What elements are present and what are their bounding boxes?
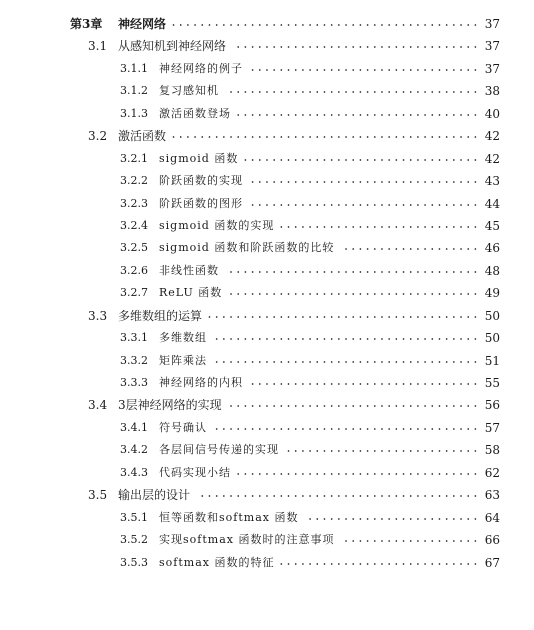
toc-entry-number: 3.3 [88, 308, 108, 323]
toc-entry-number: 3.2 [88, 129, 108, 144]
toc-entry-number: 3.4.1 [120, 420, 148, 434]
toc-entry-sub[interactable] [0, 327, 534, 349]
toc-entry-page: 46 [484, 241, 500, 256]
toc-entry-number: 3.2.3 [120, 196, 148, 210]
dot-leader [228, 405, 479, 407]
toc-entry-title: 输出层的设计 [118, 488, 191, 503]
toc-entry-number: 3.5.2 [120, 533, 148, 547]
toc-entry-title: 神经网络 [118, 17, 167, 31]
toc-entry-number: 3.4.3 [120, 465, 148, 479]
toc-entry-title: sigmoid 函数的实现 [159, 218, 275, 232]
toc-entry-number: 3.2.2 [120, 174, 148, 188]
toc-entry-page: 63 [484, 488, 500, 503]
toc-entry-page: 49 [484, 286, 500, 301]
toc-entry-section[interactable] [0, 394, 534, 416]
toc-entry-number: 3.5.3 [120, 555, 148, 569]
dot-leader [237, 114, 479, 116]
toc-entry-number: 3.2.6 [120, 263, 148, 277]
toc-entry-number: 3.2.5 [120, 241, 148, 255]
toc-entry-number: 3.4.2 [120, 443, 148, 457]
toc-entry-sub[interactable] [0, 350, 534, 372]
toc-entry-page: 37 [484, 61, 500, 76]
toc-entry-page: 42 [484, 151, 500, 166]
toc-entry-page: 56 [484, 398, 500, 413]
dot-leader [249, 383, 479, 385]
toc-entry-sub[interactable] [0, 282, 534, 304]
dot-leader [280, 226, 479, 228]
toc-entry-sub[interactable] [0, 58, 534, 80]
toc-entry-sub[interactable] [0, 552, 534, 574]
toc-entry-page: 45 [484, 218, 500, 233]
dot-leader [244, 159, 479, 161]
toc-entry-section[interactable] [0, 305, 534, 327]
toc-entry-number: 3.2.1 [120, 151, 148, 165]
dot-leader [213, 338, 479, 340]
toc-entry-sub[interactable] [0, 507, 534, 529]
toc-entry-sub[interactable] [0, 80, 534, 102]
toc-entry-number: 3.1.1 [120, 61, 148, 75]
toc-entry-section[interactable] [0, 484, 534, 506]
toc-entry-sub[interactable] [0, 170, 534, 192]
toc-entry-page: 64 [484, 510, 500, 525]
dot-leader [340, 248, 479, 250]
dot-leader [225, 91, 479, 93]
toc-entry-title: 激活函数 [118, 129, 167, 144]
toc-entry-title: 多维数组 [159, 331, 207, 345]
toc-entry-sub[interactable] [0, 462, 534, 484]
toc-entry-page: 62 [484, 465, 500, 480]
toc-entry-title: ReLU 函数 [159, 286, 223, 300]
toc-entry-number: 3.5 [88, 488, 108, 503]
dot-leader [249, 181, 479, 183]
toc-entry-title: 符号确认 [159, 420, 207, 434]
toc-entry-title: sigmoid 函数 [159, 151, 239, 165]
dot-leader [213, 361, 479, 363]
toc-entry-sub[interactable] [0, 260, 534, 282]
dot-leader [196, 495, 479, 497]
toc-entry-title: 阶跃函数的实现 [159, 174, 243, 188]
toc-entry-page: 37 [484, 17, 500, 31]
toc-entry-number: 3.4 [88, 398, 108, 413]
toc-entry-page: 37 [484, 39, 500, 54]
toc-entry-number: 3.3.2 [120, 353, 148, 367]
toc-entry-sub[interactable] [0, 529, 534, 551]
toc-entry-page: 58 [484, 443, 500, 458]
toc-entry-chapter[interactable] [0, 13, 534, 35]
toc-entry-sub[interactable] [0, 148, 534, 170]
dot-leader [228, 293, 479, 295]
toc-entry-page: 66 [484, 533, 500, 548]
toc-entry-title: 3层神经网络的实现 [118, 398, 222, 413]
toc-entry-page: 55 [484, 376, 500, 390]
toc-entry-number: 3.1.2 [120, 84, 148, 98]
toc-entry-number: 3.3.3 [120, 376, 148, 389]
toc-entry-title: 非线性函数 [159, 263, 219, 277]
table-of-contents [0, 13, 534, 574]
toc-entry-title: 多维数组的运算 [118, 308, 203, 323]
toc-entry-title: 神经网络的例子 [159, 61, 243, 75]
toc-entry-number: 3.1.3 [120, 106, 148, 120]
toc-entry-title: 神经网络的内积 [159, 376, 243, 389]
toc-entry-sub[interactable] [0, 372, 534, 394]
toc-entry-sub[interactable] [0, 103, 534, 125]
dot-leader [232, 46, 479, 48]
dot-leader [172, 136, 479, 138]
dot-leader [249, 204, 479, 206]
dot-leader [225, 271, 479, 273]
toc-entry-page: 51 [484, 353, 500, 368]
toc-entry-page: 50 [484, 331, 500, 346]
toc-entry-section[interactable] [0, 35, 534, 57]
dot-leader [280, 563, 479, 565]
toc-entry-number: 第3章 [70, 17, 103, 31]
toc-entry-page: 48 [484, 263, 500, 278]
toc-entry-sub[interactable] [0, 193, 534, 215]
toc-entry-page: 38 [484, 84, 500, 99]
toc-entry-sub[interactable] [0, 237, 534, 259]
toc-entry-section[interactable] [0, 125, 534, 147]
toc-entry-number: 3.1 [88, 39, 108, 54]
toc-entry-title: 代码实现小结 [159, 465, 231, 479]
dot-leader [304, 518, 479, 520]
toc-entry-sub[interactable] [0, 417, 534, 439]
toc-entry-title: 复习感知机 [159, 84, 219, 98]
toc-entry-number: 3.2.7 [120, 286, 148, 300]
dot-leader [172, 24, 479, 26]
toc-entry-title: 矩阵乘法 [159, 353, 207, 367]
toc-entry-page: 44 [484, 196, 500, 211]
dot-leader [285, 450, 479, 452]
toc-entry-sub[interactable] [0, 439, 534, 461]
toc-entry-title: sigmoid 函数和阶跃函数的比较 [159, 241, 335, 255]
toc-entry-page: 67 [484, 555, 500, 570]
toc-entry-page: 43 [484, 174, 500, 189]
toc-entry-page: 40 [484, 106, 500, 121]
dot-leader [340, 540, 479, 542]
toc-entry-title: 阶跃函数的图形 [159, 196, 243, 210]
toc-entry-title: 恒等函数和softmax 函数 [159, 510, 299, 524]
toc-entry-title: 实现softmax 函数时的注意事项 [159, 533, 335, 547]
toc-entry-number: 3.5.1 [120, 510, 148, 524]
dot-leader [237, 473, 479, 475]
toc-entry-title: 各层间信号传递的实现 [159, 443, 279, 457]
toc-entry-page: 42 [484, 129, 500, 144]
toc-entry-page: 57 [484, 420, 500, 435]
toc-entry-sub[interactable] [0, 215, 534, 237]
toc-entry-title: 激活函数登场 [159, 106, 231, 120]
dot-leader [208, 316, 479, 318]
toc-entry-page: 50 [484, 308, 500, 323]
dot-leader [249, 69, 479, 71]
toc-entry-number: 3.3.1 [120, 331, 148, 345]
toc-entry-title: 从感知机到神经网络 [118, 39, 227, 54]
toc-entry-title: softmax 函数的特征 [159, 555, 275, 569]
dot-leader [213, 428, 479, 430]
toc-entry-number: 3.2.4 [120, 218, 148, 232]
